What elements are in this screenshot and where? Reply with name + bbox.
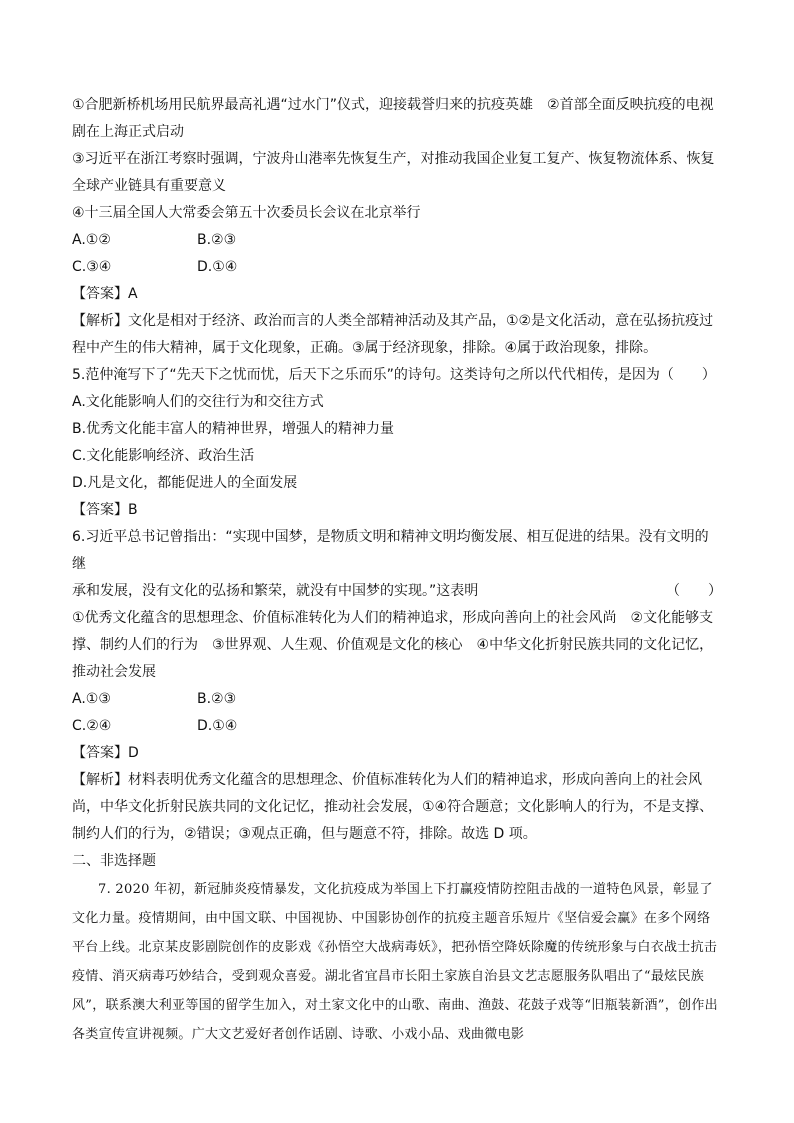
q5-option-d: D.凡是文化，都能促进人的全面发展: [72, 475, 298, 491]
q4-option-c: C.③④: [72, 259, 112, 275]
q5-option-c: C.文化能影响经济、政治生活: [72, 448, 255, 464]
q6-options-row-1: [72, 686, 722, 713]
q6-answer-paren: （ ）: [666, 583, 722, 599]
q5-stem: 5.范仲淹写下了“先天下之忧而忧，后天下之乐而乐”的诗句。这类诗句之所以代代相传，是因为（ ）: [72, 367, 716, 383]
document-page: [72, 92, 722, 1049]
q6-option-b: B.②③: [197, 691, 237, 707]
q6-option-c: C.②④: [72, 718, 112, 734]
q7-material: 7. 2020 年初，新冠肺炎疫情暴发，文化抗疫成为举国上下打赢疫情防控阻击战的一道特色风景，彰显了文化力量。疫情期间，由中国文联、中国视协、中国影协创作的抗疫主题音乐短片《坚信爱会赢》在多个网络平台上线。北京某皮影剧院创作的皮影戏《孙悟空大战病毒妖》，把孙悟空降妖除魔的传统形象与白衣战士抗击疫情、消灭病毒巧妙结合，受到观众喜爱。湖北省宜昌市长阳土家族自治县文艺志愿服务队唱出了“最炫民族风”，联系澳大利亚等国的留学生加入，对土家文化中的山歌、南曲、渔鼓、花鼓子戏等“旧瓶装新酒”，创作出各类宣传宣讲视频。广大文艺爱好者创作话剧、诗歌、小戏小品、戏曲微电影: [72, 882, 718, 1042]
q4-statement-4: ④十三届全国人大常委会第五十次委员长会议在北京举行: [72, 205, 421, 221]
q5-option-b: B.优秀文化能丰富人的精神世界，增强人的精神力量: [72, 421, 395, 437]
q6-answer: 【答案】D: [72, 745, 139, 761]
q6-stem-text: 承和发展，没有文化的弘扬和繁荣，就没有中国梦的实现。”这表明: [72, 583, 479, 599]
q6-stem-line-2: [72, 578, 722, 605]
q4-options-row-1: [72, 227, 722, 254]
q4-options-row-2: [72, 254, 722, 281]
q4-option-a: A.①②: [72, 232, 111, 248]
q6-options-row-2: [72, 713, 722, 740]
q6-analysis: 【解析】材料表明优秀文化蕴含的思想理念、价值标准转化为人们的精神追求，形成向善向上的社会风尚，中华文化折射民族共同的文化记忆，推动社会发展，①④符合题意；文化影响人的行为，不是支撑、制约人们的行为，②错误；③观点正确，但与题意不符，排除。故选 D 项。: [72, 772, 714, 842]
q4-option-d: D.①④: [197, 259, 238, 275]
q4-statement-3: ③习近平在浙江考察时强调，宁波舟山港率先恢复生产，对推动我国企业复工复产、恢复物流体系、恢复全球产业链具有重要意义: [72, 151, 715, 194]
q6-option-a: A.①③: [72, 691, 111, 707]
q5-option-a: A.文化能影响人们的交往行为和交往方式: [72, 394, 324, 410]
q6-stem-line-1: 6.习近平总书记曾指出：“实现中国梦，是物质文明和精神文明均衡发展、相互促进的结果。没有文明的继: [72, 529, 709, 572]
q5-answer: 【答案】B: [72, 502, 138, 518]
q6-option-d: D.①④: [197, 718, 238, 734]
q4-analysis: 【解析】文化是相对于经济、政治而言的人类全部精神活动及其产品，①②是文化活动，意在弘扬抗疫过程中产生的伟大精神，属于文化现象，正确。③属于经济现象，排除。④属于政治现象，排除。: [72, 313, 714, 356]
section-title: 二、非选择题: [72, 853, 156, 869]
q6-statements: ①优秀文化蕴含的思想理念、价值标准转化为人们的精神追求，形成向善向上的社会风尚 ②文化能够支撑、制约人们的行为 ③世界观、人生观、价值观是文化的核心 ④中华文化折射民族共同的文化记忆，推动社会发展: [72, 610, 714, 680]
q4-option-b: B.②③: [197, 232, 237, 248]
q4-statements-1-2: ①合肥新桥机场用民航界最高礼遇“过水门”仪式，迎接载誉归来的抗疫英雄 ②首部全面反映抗疫的电视剧在上海正式启动: [72, 97, 714, 140]
q4-answer: 【答案】A: [72, 286, 138, 302]
